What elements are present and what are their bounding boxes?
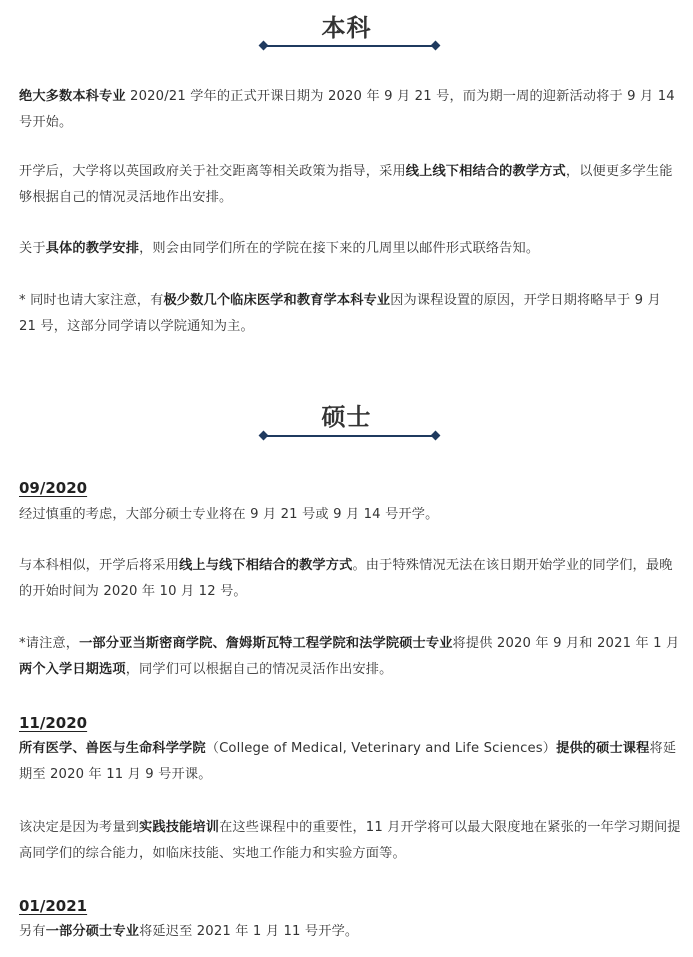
date-heading-jan-2021: 01/2021 xyxy=(19,897,88,915)
undergrad-paragraph-4 xyxy=(19,288,681,340)
masters-sep-paragraph-3 xyxy=(19,631,681,683)
body-text: 在这些课程中的重要性，11 月开学将可以最大限度地在紧张的一年学习期间提高同学们的综合能力，如临床技能、实地工作能力和实验方面等。 xyxy=(19,820,681,861)
body-text: *请注意， xyxy=(19,636,80,651)
masters-nov-paragraph-1 xyxy=(19,736,681,788)
bold-text: 绝大多数本科专业 xyxy=(19,89,126,104)
body-text: （College of Medical, Veterinary and Life Sciences） xyxy=(205,741,557,756)
body-text: 另有 xyxy=(19,924,46,939)
bold-text: 两个入学日期选项 xyxy=(19,662,126,677)
bold-text: 极少数几个临床医学和教育学本科专业 xyxy=(163,293,391,308)
body-text: ，则会由同学们所在的学院在接下来的几周里以邮件形式联络告知。 xyxy=(139,241,540,256)
body-text: 因为课程设置的原因，开学日期将略早于 9 月 21 号，这部分同学请以学院通知为主。 xyxy=(19,293,661,334)
body-text: 。由于特殊情况无法在该日期开始学业的同学们，最晚的开始时间为 2020 年 10 月 12 号。 xyxy=(19,558,673,599)
bold-text: 线上与线下相结合的教学方式 xyxy=(179,558,353,573)
masters-sep-paragraph-2 xyxy=(19,553,681,605)
body-text: ，同学们可以根据自己的情况灵活作出安排。 xyxy=(125,662,393,677)
body-text: * 同时也请大家注意，有 xyxy=(19,293,164,308)
body-text: 经过慎重的考虑，大部分硕士专业将在 9 月 21 号或 9 月 14 号开学。 xyxy=(19,507,439,522)
undergrad-paragraph-3 xyxy=(19,236,681,262)
masters-jan-paragraph-1 xyxy=(19,919,681,945)
bold-text: 所有医学、兽医与生命科学学院 xyxy=(19,741,206,756)
body-text: 与本科相似，开学后将采用 xyxy=(19,558,180,573)
section-title-masters: 硕士 xyxy=(321,403,372,431)
undergrad-paragraph-2 xyxy=(19,159,681,211)
masters-sep-paragraph-1 xyxy=(19,502,681,528)
date-heading-nov-2020: 11/2020 xyxy=(19,714,88,732)
masters-nov-paragraph-2 xyxy=(19,815,681,867)
body-text: 关于 xyxy=(19,241,46,256)
date-heading-sep-2020: 09/2020 xyxy=(19,479,88,497)
bold-text: 实践技能培训 xyxy=(139,820,220,835)
body-text: 将延期至 2020 年 11 月 9 号开课。 xyxy=(19,741,677,782)
body-text: ，以便更多学生能够根据自己的情况灵活地作出安排。 xyxy=(19,164,673,205)
bold-text: 提供的硕士课程 xyxy=(556,741,650,756)
body-text: 该决定是因为考量到 xyxy=(19,820,140,835)
section-divider-masters xyxy=(263,435,436,437)
body-text: 开学后，大学将以英国政府关于社交距离等相关政策为指导，采用 xyxy=(19,164,406,179)
section-divider-undergrad xyxy=(263,45,436,47)
bold-text: 一部分亚当斯密商学院、詹姆斯瓦特工程学院和法学院硕士专业 xyxy=(79,636,453,651)
body-text: 将延迟至 2021 年 1 月 11 号开学。 xyxy=(139,924,359,939)
body-text: 2020/21 学年的正式开课日期为 2020 年 9 月 21 号，而为期一周的迎新活动将于 9 月 14 号开始。 xyxy=(19,89,675,130)
bold-text: 具体的教学安排 xyxy=(45,241,140,256)
bold-text: 一部分硕士专业 xyxy=(45,924,140,939)
bold-text: 线上线下相结合的教学方式 xyxy=(405,164,566,179)
body-text: 将提供 2020 年 9 月和 2021 年 1 月 xyxy=(452,636,680,651)
section-title-undergrad: 本科 xyxy=(321,14,372,42)
undergrad-paragraph-1 xyxy=(19,84,681,136)
